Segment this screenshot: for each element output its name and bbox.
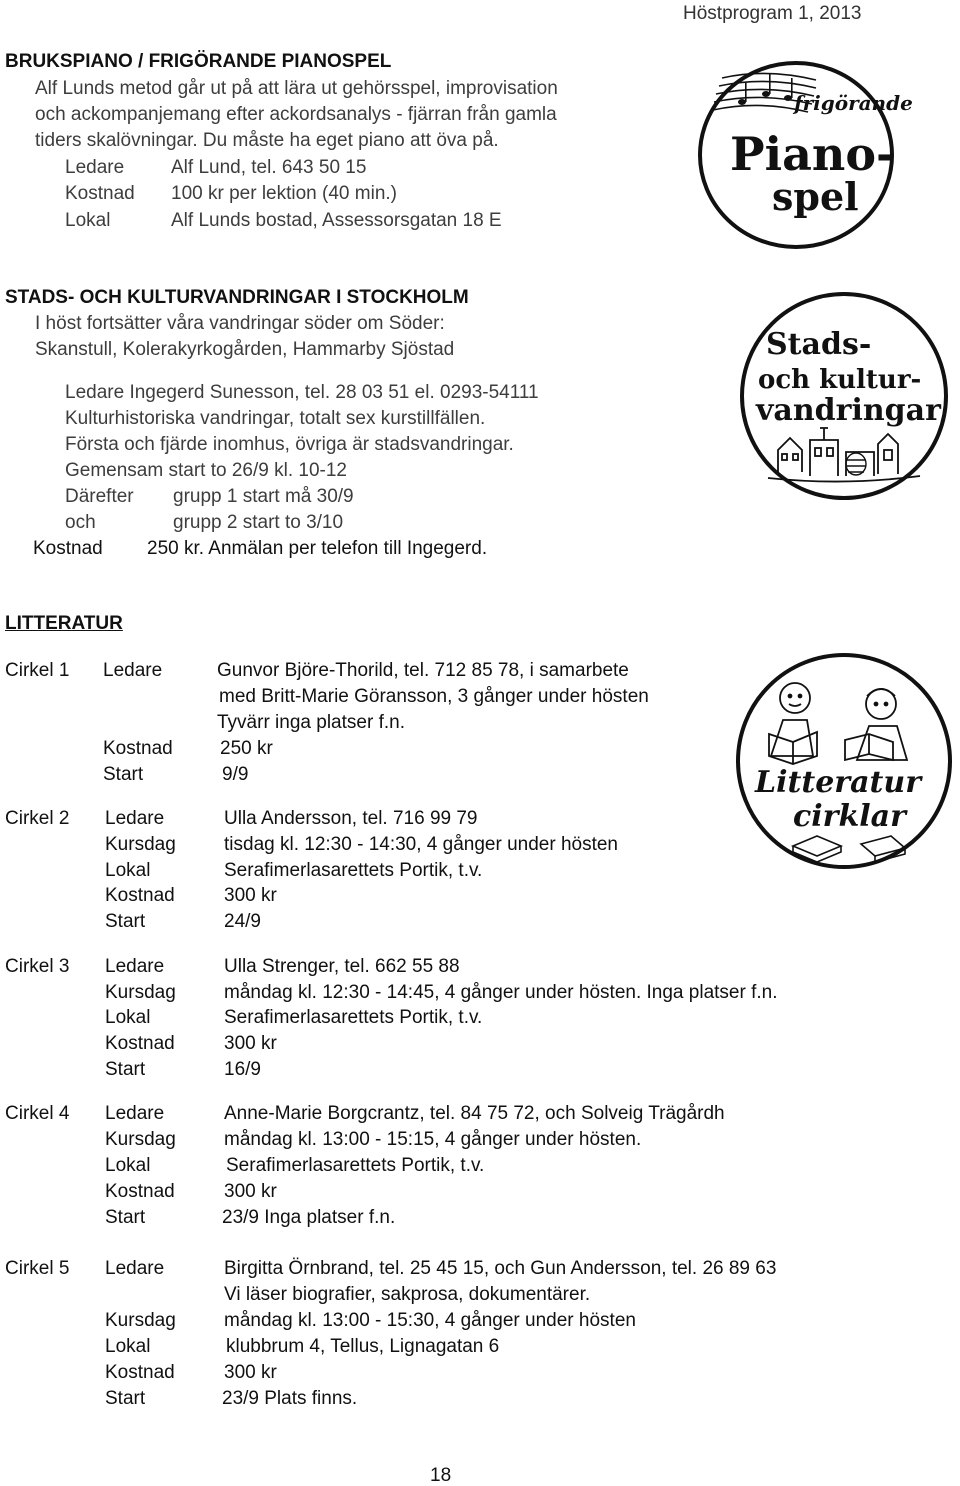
circle-name: Cirkel 5 [5, 1258, 70, 1279]
walks-value: grupp 1 start må 30/9 [173, 486, 354, 507]
page-number: 18 [430, 1465, 452, 1486]
piano-heading: BRUKSPIANO / FRIGÖRANDE PIANOSPEL [5, 51, 392, 72]
circle-value: 300 kr [224, 1362, 277, 1383]
litteratur-logo [733, 650, 955, 872]
circle-value: 250 kr [220, 738, 273, 759]
circle-value: 300 kr [224, 1033, 277, 1054]
circle-value: Anne-Marie Borgcrantz, tel. 84 75 72, och Solveig Trägårdh [224, 1103, 725, 1124]
svg-text:Litteratur: Litteratur [755, 765, 922, 800]
piano-label: Kostnad [65, 183, 135, 204]
svg-text:vandringar: vandringar [756, 393, 941, 428]
circle-name: Cirkel 4 [5, 1103, 70, 1124]
circle-value: 24/9 [224, 911, 261, 932]
svg-text:Piano-: Piano- [730, 127, 896, 181]
circle-label: Start [105, 1207, 146, 1228]
circle-value: 23/9 Plats finns. [222, 1388, 358, 1409]
svg-text:spel: spel [772, 174, 859, 219]
litteratur-heading: LITTERATUR [5, 613, 123, 634]
piano-logo [696, 58, 913, 252]
circle-value: Serafimerlasarettets Portik, t.v. [226, 1155, 485, 1176]
walks-desc-line: I höst fortsätter våra vandringar söder om Söder: [35, 313, 445, 334]
circle-label: Kostnad [105, 885, 175, 906]
circle-value: 300 kr [224, 885, 277, 906]
circle-value: Serafimerlasarettets Portik, t.v. [224, 860, 483, 881]
walks-line: Ledare Ingegerd Sunesson, tel. 28 03 51 el. 0293-54111 [65, 382, 539, 403]
circle-value: tisdag kl. 12:30 - 14:30, 4 gånger under hösten [224, 834, 618, 855]
svg-text:Stads-: Stads- [766, 327, 872, 362]
circle-label: Kostnad [105, 1181, 175, 1202]
circle-label: Kursdag [105, 982, 176, 1003]
piano-label: Ledare [65, 157, 125, 178]
circle-value: Vi läser biografier, sakprosa, dokumentärer. [224, 1284, 591, 1305]
piano-label: Lokal [65, 210, 111, 231]
circle-label: Ledare [105, 956, 165, 977]
circle-label: Ledare [103, 660, 163, 681]
walks-cost-value: 250 kr. Anmälan per telefon till Ingegerd. [147, 538, 488, 559]
circle-label: Start [105, 1388, 146, 1409]
circle-value: 16/9 [224, 1059, 261, 1080]
walks-line: Gemensam start to 26/9 kl. 10-12 [65, 460, 347, 481]
walks-label: Därefter [65, 486, 134, 507]
circle-value: Gunvor Björe-Thorild, tel. 712 85 78, i samarbete [217, 660, 629, 681]
circle-value: klubbrum 4, Tellus, Lignagatan 6 [226, 1336, 500, 1357]
circle-value: 300 kr [224, 1181, 277, 1202]
circle-label: Ledare [105, 1258, 165, 1279]
piano-value: Alf Lunds bostad, Assessorsgatan 18 E [171, 210, 502, 231]
circle-name: Cirkel 2 [5, 808, 70, 829]
walks-value: grupp 2 start to 3/10 [173, 512, 344, 533]
circle-label: Start [103, 764, 144, 785]
circle-value: Birgitta Örnbrand, tel. 25 45 15, och Gun Andersson, tel. 26 89 63 [224, 1258, 777, 1279]
walks-logo [738, 290, 950, 502]
circle-label: Start [105, 1059, 146, 1080]
circle-label: Kostnad [105, 1362, 175, 1383]
walks-desc-line: Skanstull, Kolerakyrkogården, Hammarby Sjöstad [35, 339, 455, 360]
circle-label: Kursdag [105, 1129, 176, 1150]
piano-desc-line: tiders skalövningar. Du måste ha eget piano att öva på. [35, 130, 499, 151]
circle-value: måndag kl. 13:00 - 15:30, 4 gånger under hösten [224, 1310, 636, 1331]
circle-label: Kursdag [105, 1310, 176, 1331]
piano-value: Alf Lund, tel. 643 50 15 [171, 157, 367, 178]
svg-text:och kultur-: och kultur- [758, 365, 922, 395]
circle-value: med Britt-Marie Göransson, 3 gånger under hösten [219, 686, 649, 707]
reader-right-icon [845, 689, 907, 760]
reader-left-icon [769, 683, 817, 764]
circle-value: 9/9 [222, 764, 249, 785]
circle-name: Cirkel 1 [5, 660, 70, 681]
circle-value: 23/9 Inga platser f.n. [222, 1207, 396, 1228]
circle-value: Tyvärr inga platser f.n. [217, 712, 405, 733]
cityscape-icon [768, 428, 920, 482]
walks-heading: STADS- OCH KULTURVANDRINGAR I STOCKHOLM [5, 287, 469, 308]
svg-text:cirklar: cirklar [793, 799, 906, 834]
piano-value: 100 kr per lektion (40 min.) [171, 183, 397, 204]
circle-value: Serafimerlasarettets Portik, t.v. [224, 1007, 483, 1028]
svg-text:frigörande: frigörande [794, 91, 913, 115]
circle-name: Cirkel 3 [5, 956, 70, 977]
circle-value: Ulla Andersson, tel. 716 99 79 [224, 808, 478, 829]
circle-label: Kostnad [103, 738, 173, 759]
circle-label: Kursdag [105, 834, 176, 855]
circle-label: Start [105, 911, 146, 932]
circle-label: Lokal [105, 1007, 151, 1028]
piano-desc-line: Alf Lunds metod går ut på att lära ut gehörsspel, improvisation [35, 78, 558, 99]
circle-label: Lokal [105, 1336, 151, 1357]
circle-label: Ledare [105, 1103, 165, 1124]
circle-label: Lokal [105, 860, 151, 881]
circle-label: Ledare [105, 808, 165, 829]
walks-cost-label: Kostnad [33, 538, 103, 559]
circle-label: Kostnad [105, 1033, 175, 1054]
piano-desc-line: och ackompanjemang efter ackordsanalys - fjärran från gamla [35, 104, 557, 125]
beehive-icon [846, 453, 866, 475]
program-title: Höstprogram 1, 2013 [683, 3, 862, 24]
circle-label: Lokal [105, 1155, 151, 1176]
circle-value: måndag kl. 13:00 - 15:15, 4 gånger under hösten. [224, 1129, 642, 1150]
circle-value: Ulla Strenger, tel. 662 55 88 [224, 956, 460, 977]
walks-line: Första och fjärde inomhus, övriga är stadsvandringar. [65, 434, 514, 455]
books-icon [793, 836, 905, 862]
walks-label: och [65, 512, 96, 533]
circle-value: måndag kl. 12:30 - 14:45, 4 gånger under hösten. Inga platser f.n. [224, 982, 778, 1003]
walks-line: Kulturhistoriska vandringar, totalt sex kurstillfällen. [65, 408, 486, 429]
